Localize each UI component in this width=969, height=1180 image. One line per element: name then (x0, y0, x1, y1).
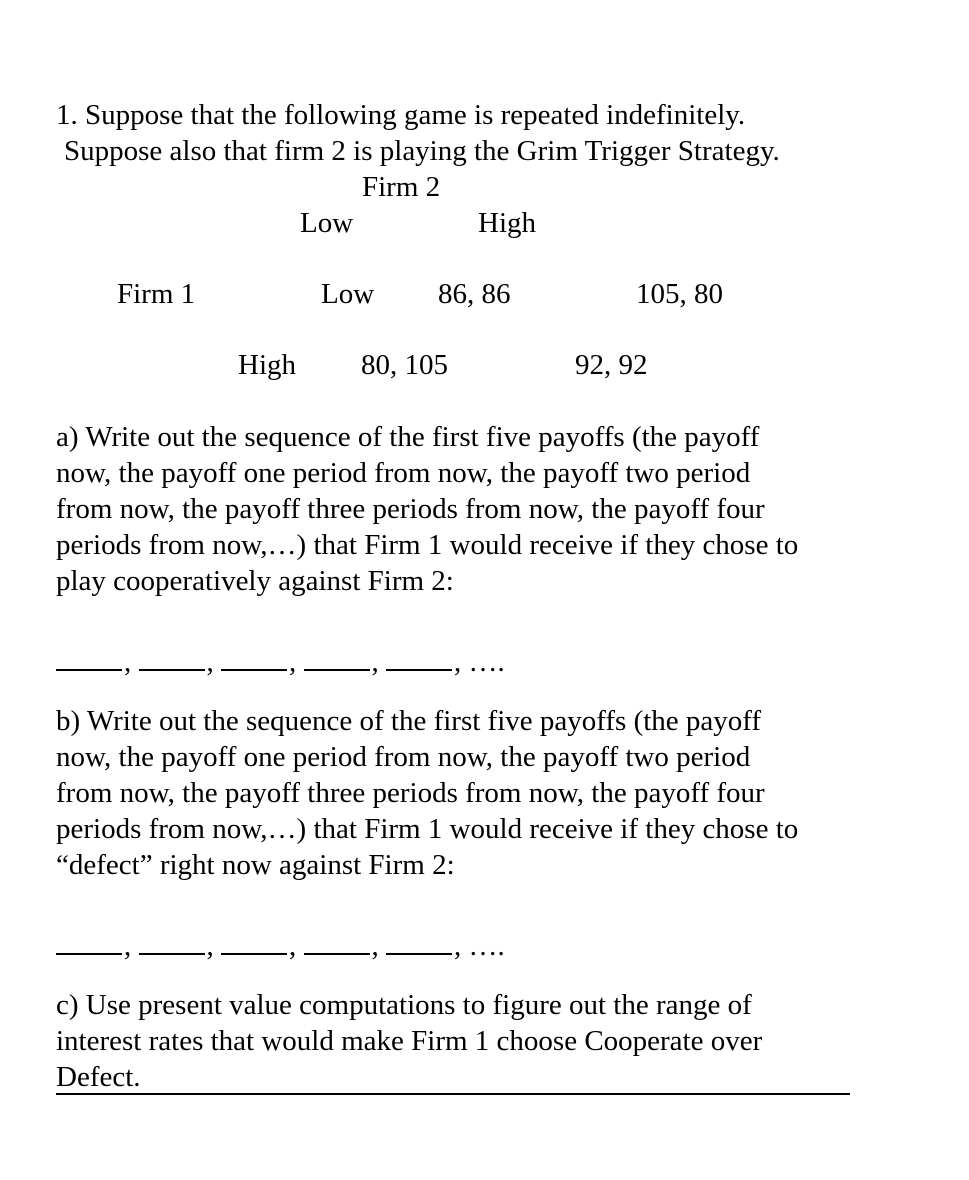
part-a-line: play cooperatively against Firm 2: (56, 565, 454, 597)
answer-blank[interactable] (56, 953, 122, 955)
part-a-line: now, the payoff one period from now, the payoff two period (56, 457, 751, 489)
question-intro-line-1: 1. Suppose that the following game is repeated indefinitely. (56, 99, 746, 131)
answer-blank[interactable] (386, 669, 452, 671)
blank-separator: , (206, 930, 214, 962)
part-b-line: periods from now,…) that Firm 1 would receive if they chose to (56, 813, 799, 845)
blank-separator: , (289, 930, 297, 962)
part-b-prompt (56, 703, 936, 883)
part-a-answer-blanks (56, 644, 505, 680)
part-b-line: b) Write out the sequence of the first five payoffs (the payoff (56, 705, 762, 737)
part-b-line: now, the payoff one period from now, the payoff two period (56, 741, 751, 773)
blank-separator: , (371, 646, 379, 678)
answer-blank[interactable] (304, 669, 370, 671)
blank-separator: , (124, 646, 132, 678)
column-player-label: Firm 2 (362, 171, 441, 203)
row-header-low: Low (321, 278, 375, 310)
blank-separator: , (371, 930, 379, 962)
question-intro-line-2: Suppose also that firm 2 is playing the Grim Trigger Strategy. (64, 135, 780, 167)
part-b-answer-blanks (56, 928, 505, 964)
cell-high-low: 80, 105 (361, 349, 448, 381)
cell-low-high: 105, 80 (636, 278, 723, 310)
answer-blank[interactable] (139, 669, 205, 671)
answer-blank[interactable] (221, 669, 287, 671)
blank-separator: , (289, 646, 297, 678)
answer-blank[interactable] (386, 953, 452, 955)
part-a-prompt (56, 419, 936, 599)
part-a-line: a) Write out the sequence of the first five payoffs (the payoff (56, 421, 760, 453)
row-player-label: Firm 1 (117, 278, 196, 310)
part-b-line: “defect” right now against Firm 2: (56, 849, 455, 881)
blank-ellipsis: , …. (454, 646, 505, 678)
part-b-line: from now, the payoff three periods from now, the payoff four (56, 777, 765, 809)
column-header-high: High (478, 207, 536, 239)
blank-separator: , (206, 646, 214, 678)
answer-blank[interactable] (304, 953, 370, 955)
cell-high-high: 92, 92 (575, 349, 648, 381)
blank-separator: , (124, 930, 132, 962)
part-c-line: c) Use present value computations to figure out the range of (56, 989, 752, 1021)
column-header-low: Low (300, 207, 354, 239)
part-c-line: interest rates that would make Firm 1 choose Cooperate over (56, 1025, 763, 1057)
part-a-line: periods from now,…) that Firm 1 would receive if they chose to (56, 529, 799, 561)
part-a-line: from now, the payoff three periods from now, the payoff four (56, 493, 765, 525)
blank-ellipsis: , …. (454, 930, 505, 962)
answer-blank[interactable] (139, 953, 205, 955)
row-header-high: High (238, 349, 296, 381)
part-c-answer-line[interactable] (56, 1093, 850, 1095)
part-c-line: Defect. (56, 1061, 141, 1093)
cell-low-low: 86, 86 (438, 278, 511, 310)
answer-blank[interactable] (56, 669, 122, 671)
answer-blank[interactable] (221, 953, 287, 955)
part-c-prompt (56, 987, 936, 1095)
